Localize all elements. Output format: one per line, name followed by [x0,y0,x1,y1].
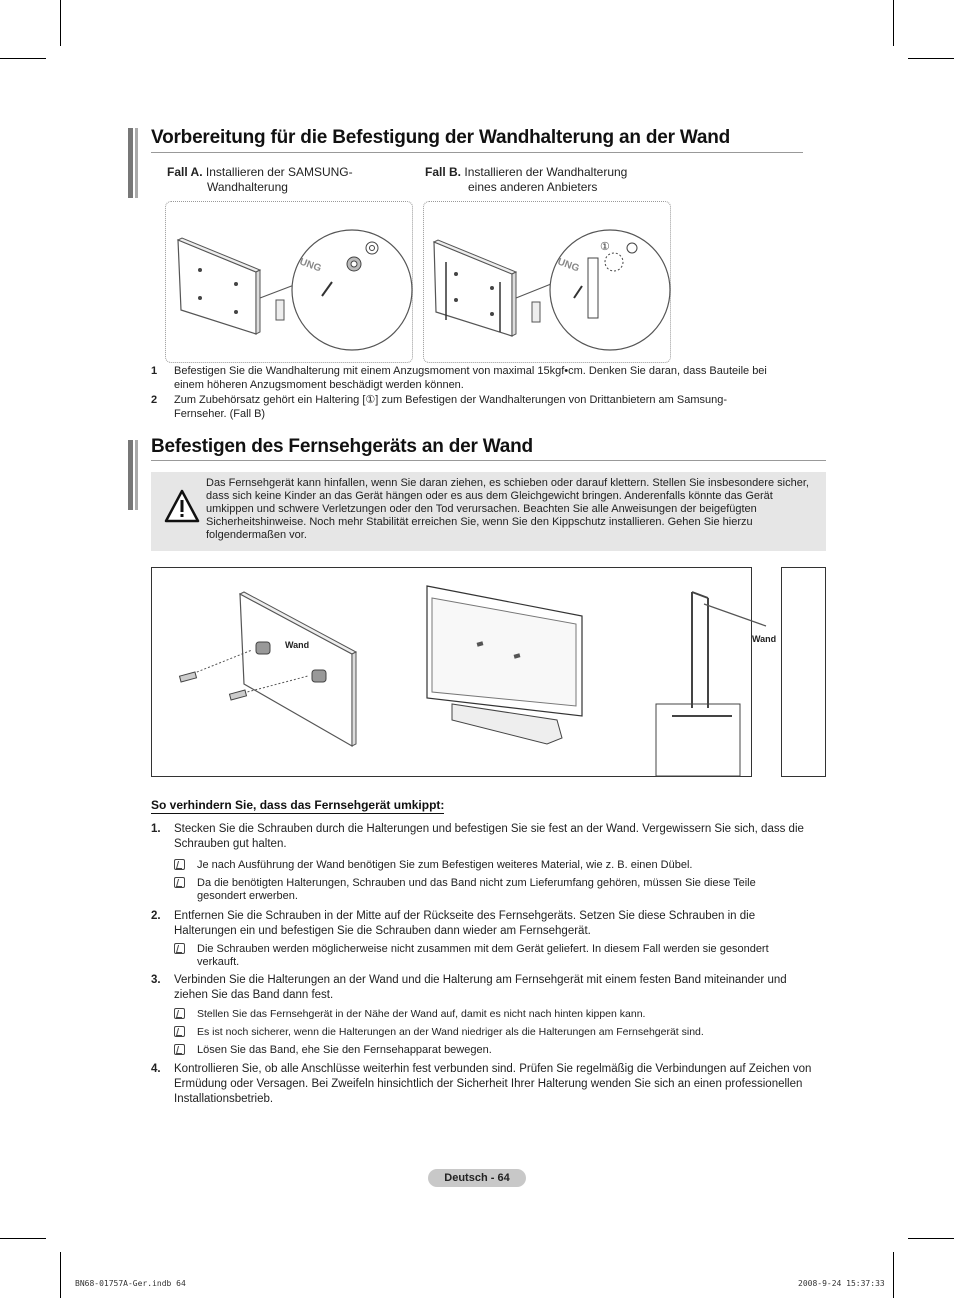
crop-mark [0,1238,46,1239]
note-icon [174,1026,185,1037]
step-line: ziehen Sie das Band dann fest. [174,989,334,1001]
fall-a-label: Fall A. [167,165,203,179]
fall-b-text: eines anderen Anbieters [468,180,598,194]
note-line: Zum Zubehörsatz gehört ein Haltering [①] zum Befestigen der Wandhalterungen von Drittanbietern am Samsung- [174,394,728,406]
warning-box [151,472,826,551]
footer-file: BN68-01757A-Ger.indb 64 [75,1279,186,1288]
step-text [174,1062,811,1107]
note-item [174,1026,834,1040]
note-item [174,877,834,905]
step-number: 1. [151,823,161,835]
section-marker [135,128,138,198]
step-line: Verbinden Sie die Halterungen an der Wand und die Halterung am Fernsehgerät mit einem festen Band miteinander und [174,974,787,986]
note-text [174,364,767,392]
warning-icon [164,489,200,523]
note-text [197,877,756,903]
step-item [151,1062,831,1108]
section-title: Befestigen des Fernsehgeräts an der Wand [151,436,533,457]
step-line: Halterungen ein und befestigen Sie die Schrauben dann wieder am Fernsehgerät. [174,925,591,937]
note-line: Befestigen Sie die Wandhalterung mit einem Anzugsmoment von maximal 15kgf•cm. Denken Sie daran, dass Bauteile bei [174,365,767,377]
figure-label: UNG [297,256,323,275]
step-line: Installationsbetrieb. [174,1093,274,1105]
footer-timestamp: 2008-9-24 15:37:33 [798,1279,885,1288]
section-rule [151,152,803,153]
wall-edge-panel [781,567,826,777]
note-line: verkauft. [197,956,240,968]
fall-a-caption [167,165,397,195]
step-text [174,822,804,852]
crop-mark [0,58,46,59]
step-text [174,973,787,1003]
step-line: Entfernen Sie die Schrauben in der Mitte auf der Rückseite des Fernsehgeräts. Setzen Sie diese Schrauben in die [174,910,756,922]
note-number: 2 [151,394,158,406]
figure-fall-b [423,201,671,363]
note-line: Die Schrauben werden möglicherweise nicht zusammen mit dem Gerät geliefert. In diesem Fall werden sie gesondert [197,943,769,955]
step-item [151,973,831,1003]
note-text: Je nach Ausführung der Wand benötigen Sie zum Befestigen weiteres Material, wie z. B. einen Dübel. [197,859,693,871]
note-icon [174,1008,185,1019]
fall-b-label: Fall B. [425,165,462,179]
note-line: Da die benötigten Halterungen, Schrauben und das Band nicht zum Lieferumfang gehören, müssen Sie diese Teile [197,877,756,889]
section-rule [151,460,826,461]
crop-mark [908,58,954,59]
note-icon [174,1044,185,1055]
anti-tip-diagram [151,567,777,777]
note-line: einem höheren Anzugsmoment beschädigt werden können. [174,379,464,391]
step-line: Stecken Sie die Schrauben durch die Halterungen und befestigen Sie sie fest an der Wand. Vergewissern Sie sich, dass die [174,823,804,835]
note-number: 1 [151,365,158,377]
fall-a-text: Installieren der SAMSUNG- [205,165,353,179]
note-line: gesondert erwerben. [197,890,298,902]
figure-label: UNG [555,256,581,275]
fall-b-text: Installieren der Wandhalterung [464,165,628,179]
step-line: Ermüdung oder Versagen. Bei Zweifeln hinsichtlich der Sicherheit Ihrer Halterung wenden Sie sich an einen professionellen [174,1078,803,1090]
warning-text: Das Fernsehgerät kann hinfallen, wenn Sie daran ziehen, es schieben oder darauf klettern. Stellen Sie insbesondere sicher, dass sich keine Kinder an das Gerät hängen oder es aus dem Gleichgewicht bringen. Anderenfalls könnte das Gerät umkippen und schwere Verletzungen oder den Tod verursachen. Beachten Sie alle Anweisungen der beigefügten Sicherheitshinweise. Noch mehr Stabilität erreichen Sie, wenn Sie den Kippschutz installieren. Gehen Sie hierzu folgendermaßen vor. [206,477,809,541]
section-marker [128,440,133,510]
crop-mark [908,1238,954,1239]
subheading: So verhindern Sie, dass das Fernsehgerät umkippt: [151,798,445,812]
mount-note [151,364,811,392]
note-icon [174,877,185,888]
note-icon [174,859,185,870]
note-text [174,393,727,421]
step-item [151,822,831,852]
note-icon [174,943,185,954]
note-item [174,943,834,971]
wall-label: Wand [285,640,310,650]
third-party-mount-illustration [424,202,670,362]
note-text: Es ist noch sicherer, wenn die Halterungen an der Wand niedriger als die Halterungen am Fernsehgerät sind. [197,1026,704,1038]
anti-tip-illustration [152,568,777,776]
section-marker [128,128,133,198]
note-line: Fernseher. (Fall B) [174,408,266,420]
note-item [174,1044,834,1058]
section-title: Vorbereitung für die Befestigung der Wandhalterung an der Wand [151,127,731,148]
step-number: 2. [151,910,161,922]
step-line: Schrauben gut halten. [174,838,287,850]
crop-mark [893,1252,894,1298]
figure-fall-a [165,201,413,363]
note-text: Lösen Sie das Band, ehe Sie den Fernsehapparat bewegen. [197,1044,492,1056]
wall-label: Wand [752,634,777,644]
crop-mark [893,0,894,46]
section-marker [135,440,138,510]
step-number: 4. [151,1063,161,1075]
note-item [174,1008,834,1022]
page-number: Deutsch - 64 [428,1169,526,1187]
step-item [151,909,831,939]
crop-mark [60,0,61,46]
wall-mount-illustration [166,202,412,362]
step-text [174,909,755,939]
fall-b-caption [425,165,665,195]
note-text: Stellen Sie das Fernsehgerät in der Nähe der Wand auf, damit es nicht nach hinten kippen kann. [197,1008,646,1020]
note-text [197,943,769,969]
step-line: Kontrollieren Sie, ob alle Anschlüsse weiterhin fest verbunden sind. Prüfen Sie regelmäßig die Verbindungen auf Zeichen von [174,1063,812,1075]
mount-note [151,393,811,421]
fall-a-text: Wandhalterung [207,180,288,194]
step-number: 3. [151,974,161,986]
crop-mark [60,1252,61,1298]
circle-one-marker: ① [600,241,610,253]
note-item [174,859,834,873]
